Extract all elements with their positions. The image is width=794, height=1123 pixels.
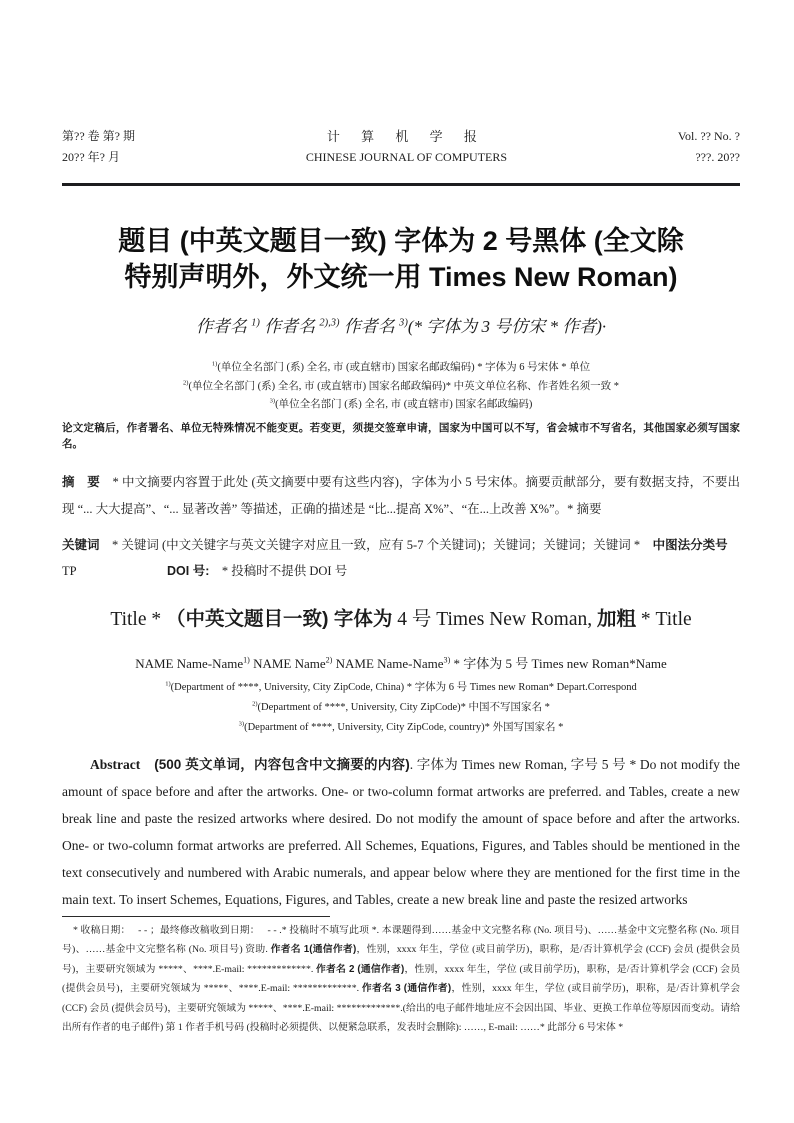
header-issue-info: [62, 126, 135, 168]
journal-name-cn: 计 算 机 学 报: [326, 129, 486, 144]
affiliation-en-2: $^{2)}$(Department of ****, University, City ZipCode)* 中国不写国家名 *: [252, 700, 550, 713]
authors-en: NAME Name-Name$^{1)}$ NAME Name$^{2)}$ NAME Name-Name$^{3)}$ * 字体为 5 号 Times new Roman*Name: [135, 655, 667, 671]
affiliation-cn-2: $^{2)}$(单位全名部门 (系) 全名, 市 (或直辖市) 国家名邮政编码)* 中英文单位名称、作者姓名须一致 *: [183, 379, 619, 392]
affiliation-cn-3: $^{3)}$(单位全名部门 (系) 全名, 市 (或直辖市) 国家名邮政编码): [269, 397, 533, 410]
affiliation-en-1: $^{1)}$(Department of ****, University, City ZipCode, China) * 字体为 6 号 Times new Roman* Depart.Correspond: [165, 680, 637, 693]
authors-cn: 作者名 $^{1)}$ 作者名 $^{2),3)}$ 作者名 $^{3)}$(* 字体为 3 号仿宋 * 作者)·: [195, 317, 607, 336]
author-change-note: 论文定稿后，作者署名、单位无特殊情况不能变更。若变更，须提交签章申请，国家为中国可以不写，省会城市不写省名，其他国家必须写国家名。: [62, 421, 740, 450]
paper-title-cn: [62, 223, 740, 295]
affiliation-en-3: $^{3)}$(Department of ****, University, City ZipCode, country)* 外国写国家名 *: [238, 720, 564, 733]
paper-title-en: Title * （中英文题目一致) 字体为 4 号 Times New Roman, 加粗 * Title: [110, 607, 692, 630]
paper-title-cn-line1: 题目 (中英文题目一致) 字体为 2 号黑体 (全文除: [118, 226, 684, 256]
date-cn: 20?? 年? 月: [62, 150, 120, 164]
header-rule: [62, 183, 740, 186]
footnote: * 收稿日期： - - ；最终修改稿收到日期： - - .* 投稿时不填写此项 *. 本课题得到……基金中文完整名称 (No. 项目号)、……基金中文完整名称 (No. 项目号)、……基金中文完整名称 (No. 项目号) 资助. 作者名 1(通信作者)，性别，xxxx 年生，学位 (或目前学历)，职称，是/否计算机学会 (CCF) 会员 (提供会员号)，主要研究领域为 *****、****.E-mail: *************. 作者名 2 (通信作者)，性别，xxxx 年生，学位 (或目前学历)，职称，是/否计算机学会 (CCF) 会员 (提供会员号)，主要研究领域为 *****、****.E-mail: *************. 作者名 3 (通信作者)，性别，xxxx 年生，学位 (或目前学历)，职称，是/否计算机学会 (CCF) 会员 (提供会员号)，主要研究领域为 *****、****.E-mail: *************.(给出的电子邮件地址应不会因出国、毕业、更换工作单位等原因而变动。请给出所有作者的电子邮件) 第 1 作者手机号码 (投稿时必须提供、以便紧急联系，发表时会删除): ……, E-mail: ……* 此部分 6 号宋体 *: [62, 924, 741, 1033]
keywords-line2: [62, 558, 740, 584]
affiliation-cn-1: $^{1)}$(单位全名部门 (系) 全名, 市 (或直辖市) 国家名邮政编码) * 字体为 6 号宋体 * 单位: [211, 360, 591, 373]
journal-name-en: CHINESE JOURNAL OF COMPUTERS: [305, 150, 508, 164]
abstract-cn: 摘 要 * 中文摘要内容置于此处 (英文摘要中要有这些内容)，字体为小 5 号宋体。摘要贡献部分，要有数据支持，不要出现 “... 大大提高”、“... 显著改善” 等描述，正确的描述是 “比...提高 X%”、“在...上改善 X%”。* 摘要: [62, 474, 740, 516]
journal-header: [62, 126, 740, 168]
paper-title-cn-line2: 特别声明外，外文统一用 Times New Roman): [124, 262, 678, 292]
abstract-en: Abstract (500 英文单词，内容包含中文摘要的内容). 字体为 Times new Roman, 字号 5 号 * Do not modify the amount of space before and after the artworks. One- or two-column format artworks are preferred. and Tables, create a new break line and paste the resized artworks where desired. Do not modify the amount of space before and after the artworks. One- or two-column format artworks are preferred. All Schemes, Equations, Figures, and Tables should be mentioned in the text consecutively and numbered with Arabic numerals, and appear below where they are mentioned for the first time in the main text. To insert Schemes, Equations, Figures, and Tables, create a new break line and paste the resized artworks: [62, 756, 741, 907]
date-en: ???. 20??: [695, 150, 740, 164]
journal-name-block: [135, 126, 678, 168]
keywords-line1: 关键词 * 关键词 (中文关键字与英文关键字对应且一致，应有 5-7 个关键词)；关键词；关键词；关键词 * 中图法分类号: [62, 537, 728, 552]
footnote-separator: [62, 916, 330, 917]
classification-code: TP: [62, 563, 77, 578]
doi-note: DOI 号: * 投稿时不提供 DOI 号: [167, 563, 348, 578]
header-vol-info: [678, 126, 740, 168]
keywords-block: [62, 532, 740, 584]
vol-en: Vol. ?? No. ?: [677, 129, 740, 143]
affiliations-en: [62, 678, 740, 738]
affiliations-cn: [62, 359, 740, 415]
issue-cn: 第?? 卷 第? 期: [62, 129, 135, 143]
